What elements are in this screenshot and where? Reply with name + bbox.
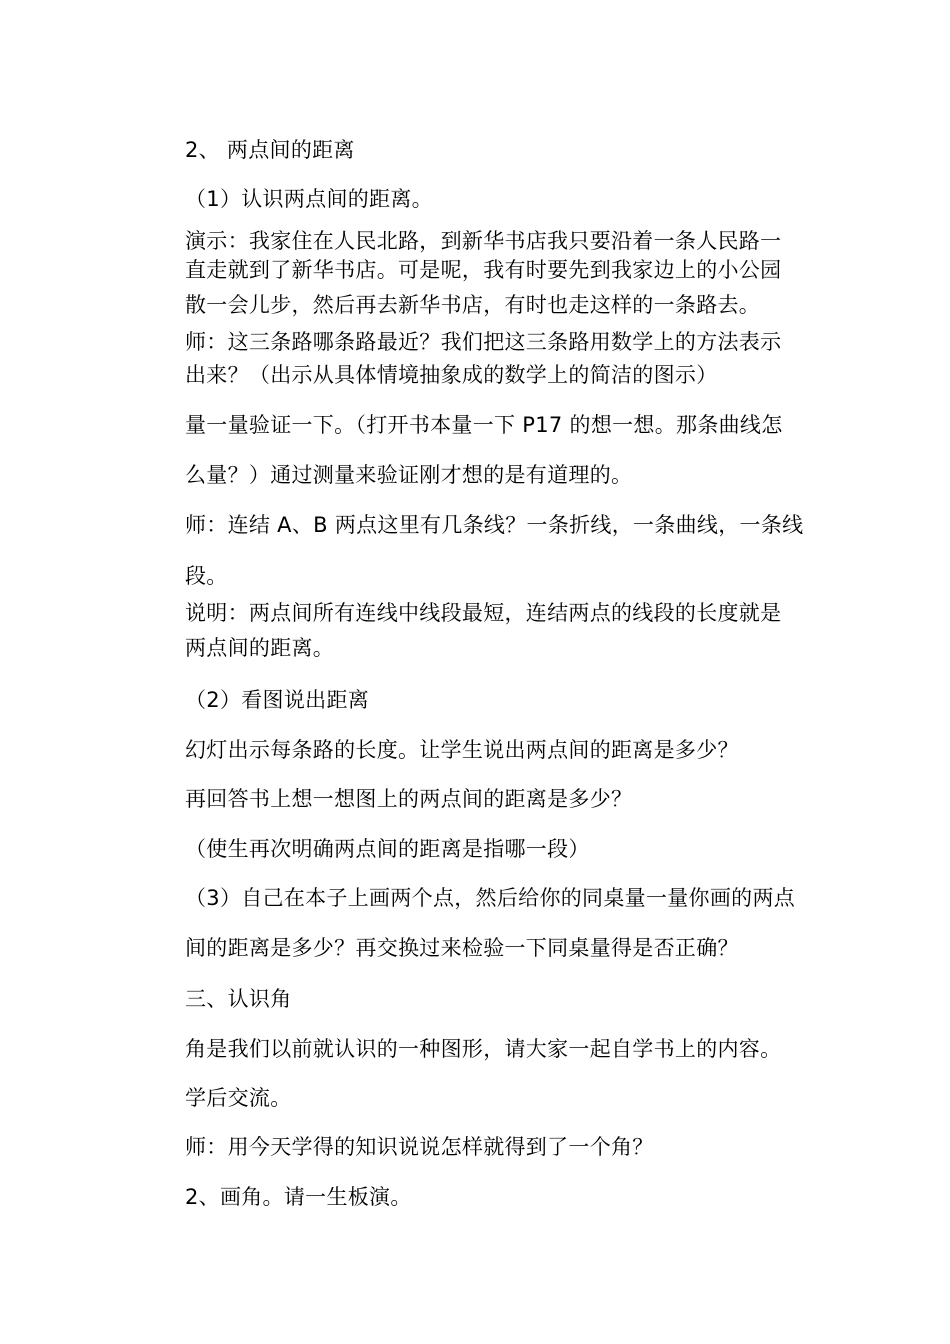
paragraph-line: 段。 bbox=[185, 564, 228, 588]
paragraph-line: 么量？）通过测量来验证刚才想的是有道理的。 bbox=[185, 463, 633, 487]
subsection-heading-2: （2）看图说出距离 bbox=[185, 688, 370, 712]
paragraph-line: 学后交流。 bbox=[185, 1086, 292, 1110]
paragraph-line: 师：连结 A、B 两点这里有几条线？一条折线，一条曲线，一条线 bbox=[185, 513, 804, 537]
paragraph-line: 角是我们以前就认识的一种图形，请大家一起自学书上的内容。 bbox=[185, 1037, 782, 1061]
paragraph-line: 出来？（出示从具体情境抽象成的数学上的简洁的图示） bbox=[185, 363, 718, 387]
paragraph-line: 量一量验证一下。（打开书本量一下 P17 的想一想。那条曲线怎 bbox=[185, 413, 783, 437]
paragraph-line: 演示：我家住在人民北路，到新华书店我只要沿着一条人民路一 bbox=[185, 229, 782, 253]
paragraph-line: 2、画角。请一生板演。 bbox=[185, 1185, 412, 1209]
paragraph-line: 说明：两点间所有连线中线段最短，连结两点的线段的长度就是 bbox=[185, 601, 782, 625]
paragraph-line: 散一会儿步，然后再去新华书店，有时也走这样的一条路去。 bbox=[185, 293, 761, 317]
section-heading-distance: 2、 两点间的距离 bbox=[185, 138, 355, 162]
paragraph-line: 幻灯出示每条路的长度。让学生说出两点间的距离是多少？ bbox=[185, 738, 739, 762]
paragraph-line: 再回答书上想一想图上的两点间的距离是多少？ bbox=[185, 787, 633, 811]
subsection-heading-1: （1）认识两点间的距离。 bbox=[185, 187, 433, 211]
section-heading-angle: 三、认识角 bbox=[185, 987, 292, 1011]
paragraph-line: 间的距离是多少？再交换过来检验一下同桌量得是否正确？ bbox=[185, 936, 739, 960]
paragraph-line: 师：用今天学得的知识说说怎样就得到了一个角？ bbox=[185, 1135, 654, 1159]
paragraph-line: （使生再次明确两点间的距离是指哪一段） bbox=[185, 837, 590, 861]
paragraph-line: 两点间的距离。 bbox=[185, 636, 335, 660]
paragraph-line: 直走就到了新华书店。可是呢，我有时要先到我家边上的小公园 bbox=[185, 258, 782, 282]
paragraph-line: （3）自己在本子上画两个点，然后给你的同桌量一量你画的两点 bbox=[185, 886, 796, 910]
paragraph-line: 师：这三条路哪条路最近？我们把这三条路用数学上的方法表示 bbox=[185, 330, 782, 354]
